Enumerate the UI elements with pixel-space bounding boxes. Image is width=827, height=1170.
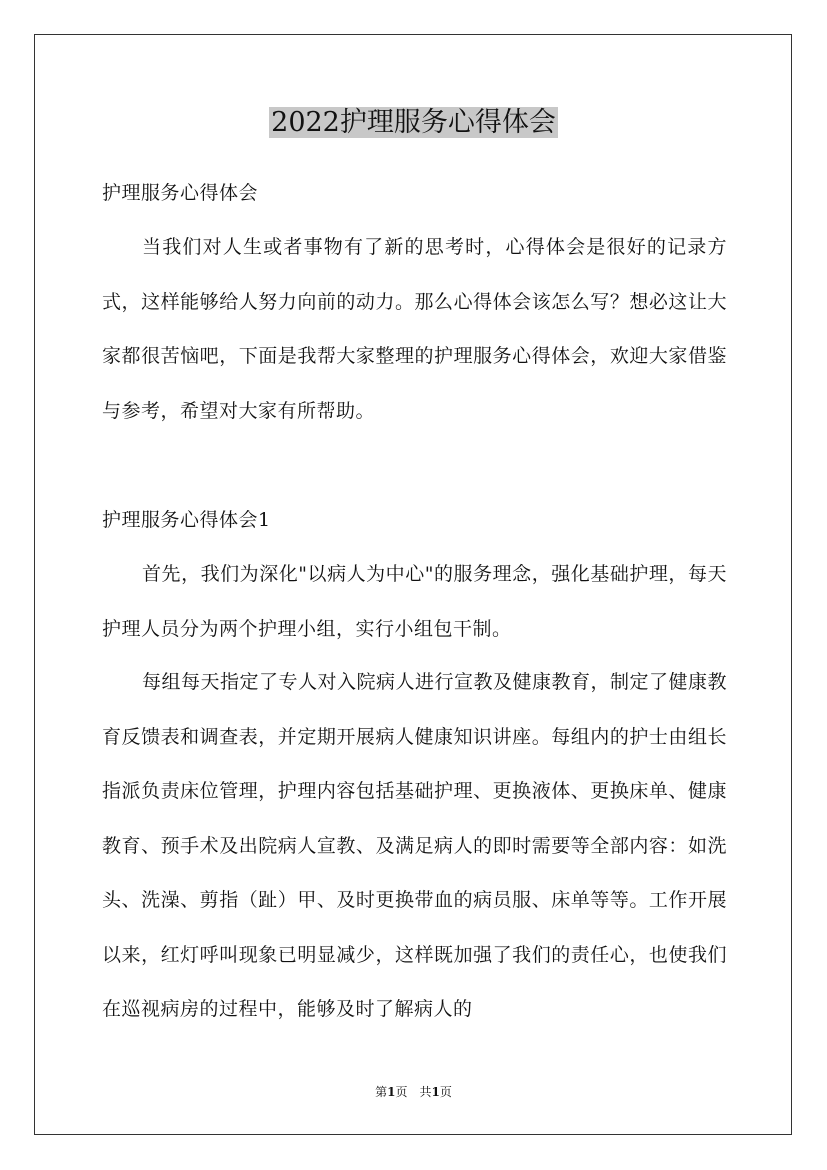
document-title — [0, 100, 827, 146]
footer-page-total: 1 — [431, 1085, 440, 1099]
intro-paragraph: 当我们对人生或者事物有了新的思考时，心得体会是很好的记录方式，这样能够给人努力向前的动力。那么心得体会该怎么写？想必这让大家都很苦恼吧，下面是我帮大家整理的护理服务心得体会，欢迎大家借鉴与参考，希望对大家有所帮助。 — [102, 236, 727, 422]
footer-page-current: 1 — [387, 1085, 396, 1099]
section1-paragraph-1: 首先，我们为深化"以病人为中心"的服务理念，强化基础护理，每天护理人员分为两个护理小组，实行小组包干制。 — [102, 563, 727, 640]
footer-page-prefix: 第 — [375, 1085, 388, 1099]
section1-heading: 护理服务心得体会1 — [102, 509, 271, 531]
section1-paragraph-2: 每组每天指定了专人对入院病人进行宣教及健康教育，制定了健康教育反馈表和调查表，并定期开展病人健康知识讲座。每组内的护士由组长指派负责床位管理，护理内容包括基础护理、更换液体、更换床单、健康教育、预手术及出院病人宣教、及满足病人的即时需要等全部内容：如洗头、洗澡、剪指（趾）甲、及时更换带血的病员服、床单等等。工作开展以来，红灯呼叫现象已明显减少，这样既加强了我们的责任心，也使我们在巡视病房的过程中，能够及时了解病人的 — [102, 671, 728, 1020]
page-footer — [0, 1082, 827, 1102]
footer-page-mid: 页 共 — [395, 1085, 432, 1099]
footer-page-suffix: 页 — [439, 1085, 452, 1099]
document-title-text: 2022护理服务心得体会 — [271, 107, 556, 138]
intro-heading: 护理服务心得体会 — [102, 182, 259, 204]
